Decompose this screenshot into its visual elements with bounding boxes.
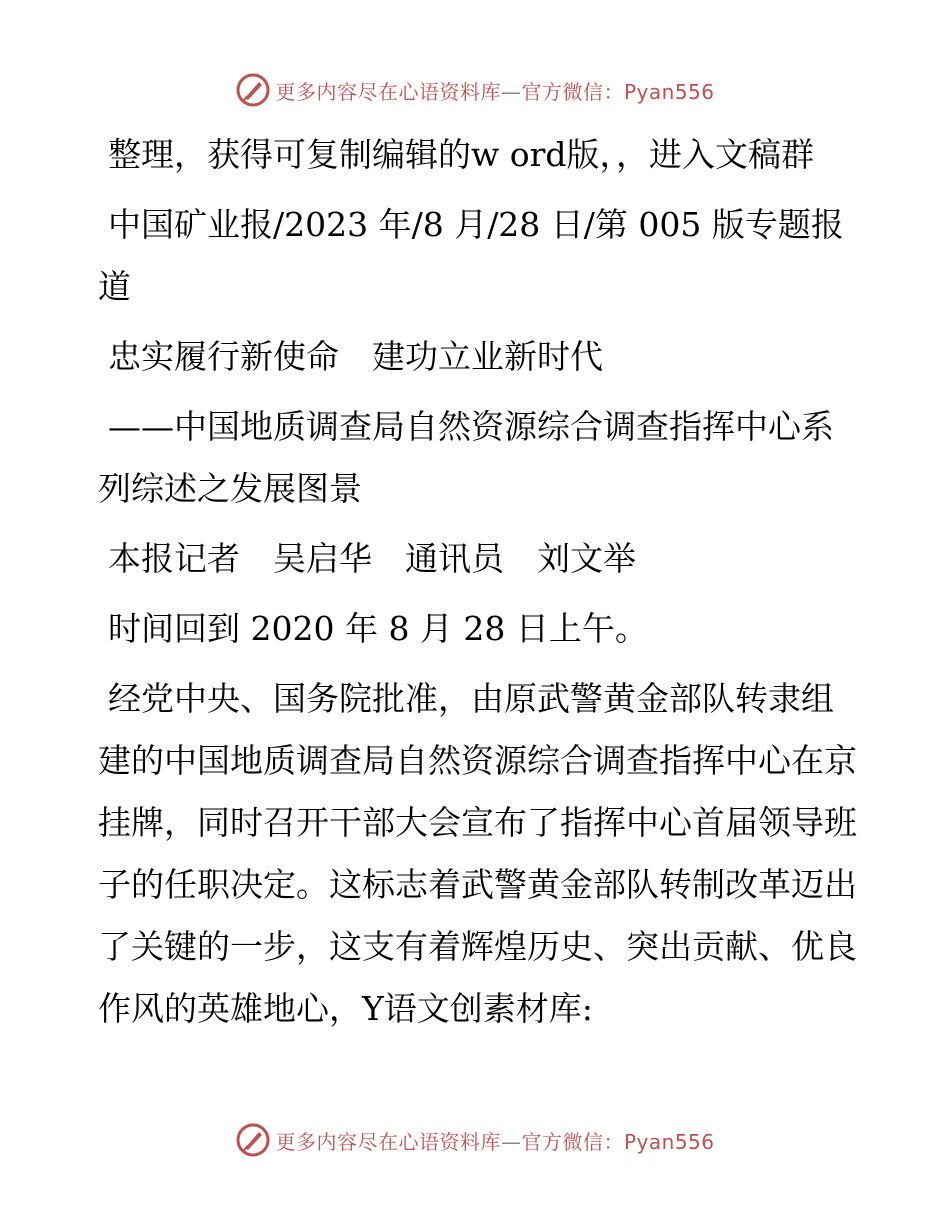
watermark-wechat-id: Pyan556 [623,79,715,104]
footer-watermark-banner [0,1118,950,1162]
watermark-main: 更多内容尽在心语资料库 [275,1129,501,1154]
header-watermark-banner [0,68,950,112]
feather-pen-seal-icon [235,1122,271,1158]
watermark-wechat-id: Pyan556 [623,1129,715,1154]
watermark-text [275,76,714,105]
intro-line: 整理，获得可复制编辑的w ord版，，进入文稿群 [108,135,815,174]
article-title: 忠实履行新使命 建功立业新时代 [108,337,603,376]
watermark-separator: — [500,79,522,104]
byline: 本报记者 吴启华 通讯员 刘文举 [108,539,636,578]
body-paragraph: 时间回到 2020 年 8 月 28 日上午。 [108,609,648,648]
source-citation: 中国矿业报/2023 年/8 月/28 日/第 005 版专题报道 [98,205,844,306]
watermark-main: 更多内容尽在心语资料库 [275,79,501,104]
body-paragraph: 经党中央、国务院批准，由原武警黄金部队转隶组建的中国地质调查局自然资源综合调查指挥中心在京挂牌，同时召开干部大会宣布了指挥中心首届领导班子的任职决定。这标志着武警黄金部队转制改革迈出了关键的一步，这支有着辉煌历史、突出贡献、优良作风的英雄地心，Y语文创素材库: [98,679,857,1028]
watermark-official: 官方微信： [521,79,624,104]
watermark-official: 官方微信： [521,1129,624,1154]
document-body [98,124,858,1040]
watermark-separator: — [500,1129,522,1154]
watermark-text [275,1126,714,1155]
feather-pen-seal-icon [235,72,271,108]
article-subtitle: ——中国地质调查局自然资源综合调查指挥中心系列综述之发展图景 [98,407,834,508]
